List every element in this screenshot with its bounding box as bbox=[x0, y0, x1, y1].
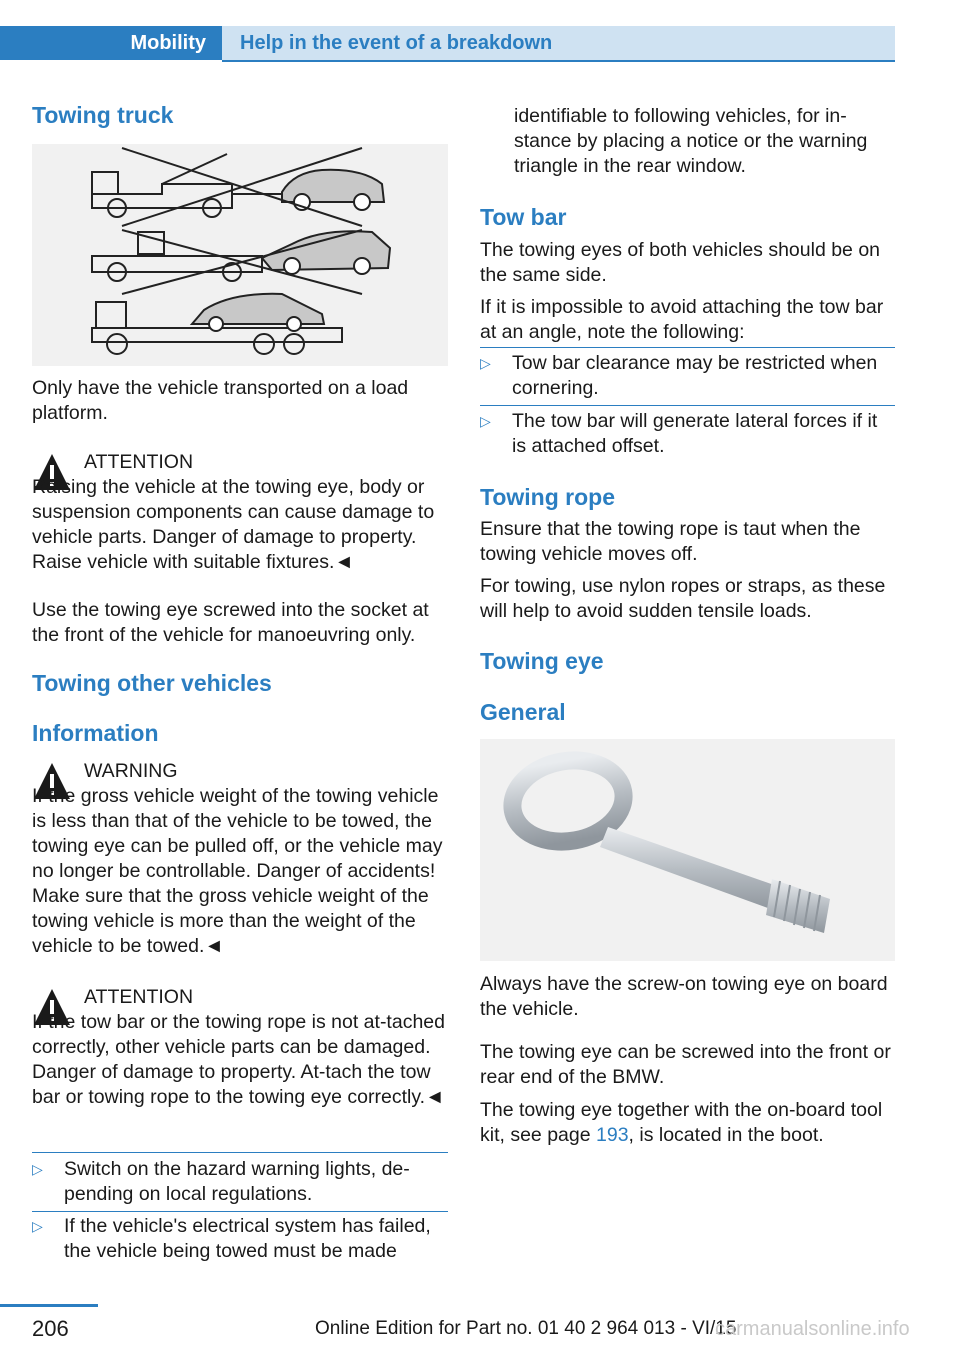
eye-text-3 bbox=[480, 1098, 895, 1148]
page-link[interactable]: 193 bbox=[596, 1124, 629, 1146]
towing-rope-text-2: For towing, use nylon ropes or straps, as these will help to avoid sudden tensile loads. bbox=[480, 575, 886, 622]
information-heading: Information bbox=[32, 720, 159, 746]
list-separator bbox=[480, 347, 895, 348]
towing-eye-image bbox=[480, 739, 895, 961]
list-item bbox=[480, 409, 895, 461]
triangle-bullet-icon: ▷ bbox=[32, 1161, 43, 1177]
list-separator bbox=[32, 1152, 448, 1153]
list-separator bbox=[480, 405, 895, 406]
eye-text-1: Always have the screw-on towing eye on board the vehicle. bbox=[480, 973, 888, 1020]
towing-truck-heading: Towing truck bbox=[32, 102, 174, 128]
list-item bbox=[32, 1157, 448, 1209]
triangle-bullet-icon: ▷ bbox=[32, 1218, 43, 1234]
eye-text-2: The towing eye can be screwed into the front or rear end of the BMW. bbox=[480, 1041, 891, 1088]
triangle-bullet-icon: ▷ bbox=[480, 355, 491, 371]
tow-truck-diagram bbox=[32, 144, 448, 366]
eye-text-3-start: The towing eye together with the on-board tool kit, see page bbox=[480, 1099, 883, 1146]
watermark: carmanualsonline.info bbox=[715, 1318, 910, 1340]
attention-text: Raising the vehicle at the towing eye, body or suspension components can cause damage to vehicle parts. Danger of damage to property. Raise vehicle with suitable fixtures.◄ bbox=[32, 476, 435, 573]
attention-title: ATTENTION bbox=[84, 986, 194, 1008]
tow-bar-heading: Tow bar bbox=[480, 204, 567, 230]
warning-notice bbox=[32, 759, 448, 959]
attention-notice-2 bbox=[32, 985, 448, 1110]
chapter-tab[interactable]: Help in the event of a breakdown bbox=[222, 26, 895, 60]
list-item bbox=[32, 1214, 448, 1266]
attention-title: ATTENTION bbox=[84, 451, 194, 473]
general-heading: General bbox=[480, 699, 566, 725]
tow-bar-text-1: The towing eyes of both vehicles should be on the same side. bbox=[480, 239, 881, 286]
eye-text-3-end: , is located in the boot. bbox=[628, 1124, 824, 1146]
continued-text: identifiable to following vehicles, for in‐stance by placing a notice or the warning triangle in the rear window. bbox=[514, 105, 868, 177]
page-header bbox=[0, 26, 895, 62]
towing-rope-text-1: Ensure that the towing rope is taut when the towing vehicle moves off. bbox=[480, 518, 861, 565]
section-tab[interactable]: Mobility bbox=[0, 26, 222, 60]
transport-note: Only have the vehicle transported on a load platform. bbox=[32, 377, 409, 424]
attention-notice-1 bbox=[32, 450, 448, 575]
list-item-text: Tow bar clearance may be restricted when cornering. bbox=[512, 352, 878, 399]
attention-text: If the tow bar or the towing rope is not at‐tached correctly, other vehicle parts can be damaged. Danger of damage to property. At‐tach the tow bar or towing rope to the towing eye correctly.◄ bbox=[32, 1011, 445, 1108]
header-underline bbox=[222, 60, 895, 62]
towing-eye-heading: Towing eye bbox=[480, 648, 604, 674]
towing-other-vehicles-heading: Towing other vehicles bbox=[32, 670, 272, 696]
towing-eye-illustration bbox=[480, 739, 895, 961]
triangle-bullet-icon: ▷ bbox=[480, 413, 491, 429]
list-separator bbox=[32, 1211, 448, 1212]
towing-rope-heading: Towing rope bbox=[480, 484, 616, 510]
socket-note: Use the towing eye screwed into the socket at the front of the vehicle for manoeuvring only. bbox=[32, 599, 429, 646]
tow-bar-text-2: If it is impossible to avoid attaching the tow bar at an angle, note the following: bbox=[480, 296, 884, 343]
towing-truck-illustration bbox=[32, 144, 448, 366]
list-item-text: The tow bar will generate lateral forces if it is attached offset. bbox=[512, 410, 878, 457]
edition-text: Online Edition for Part no. 01 40 2 964 013 - VI/15 bbox=[315, 1318, 737, 1339]
footer-rule bbox=[0, 1304, 98, 1307]
page-number: 206 bbox=[32, 1316, 69, 1341]
list-item-text: Switch on the hazard warning lights, de‐pending on local regulations. bbox=[64, 1158, 410, 1205]
warning-title: WARNING bbox=[84, 760, 178, 782]
list-item bbox=[480, 351, 895, 403]
warning-text: If the gross vehicle weight of the towing vehicle is less than that of the vehicle to be towed, the towing eye can be pulled off, or the vehicle may no longer be controllable. Danger of accidents! Make sure that the gross vehicle weight of the towing vehicle is more than the weight of the vehicle to be towed.◄ bbox=[32, 785, 443, 957]
list-item-text: If the vehicle's electrical system has failed, the vehicle being towed must be made bbox=[64, 1215, 431, 1262]
